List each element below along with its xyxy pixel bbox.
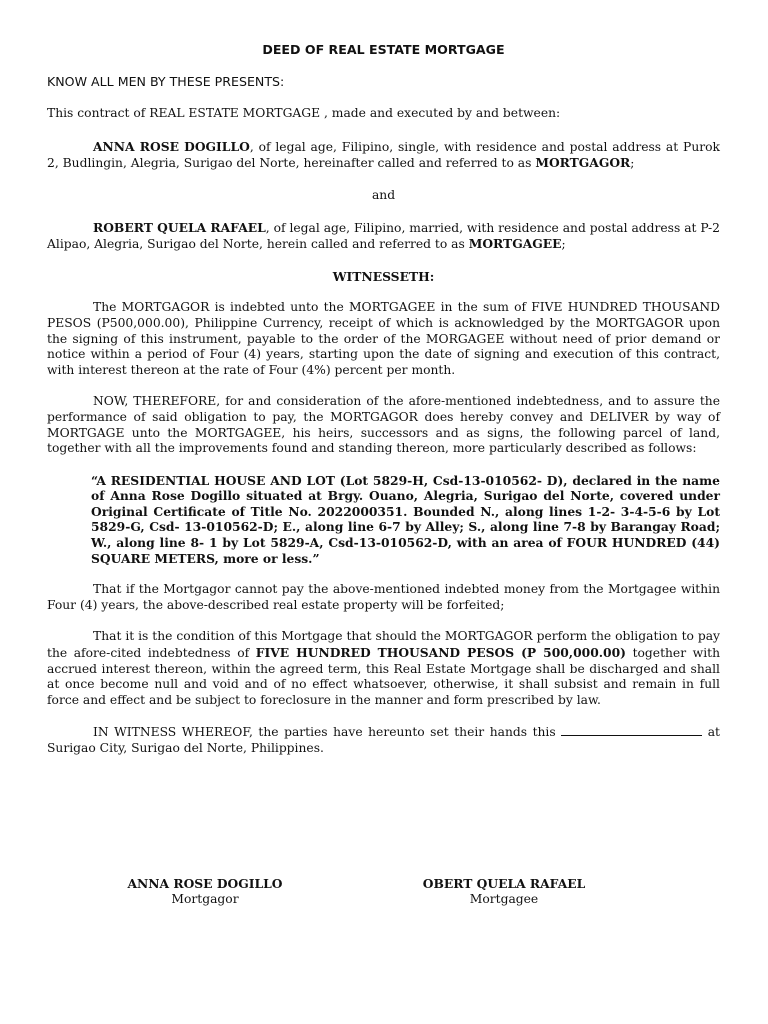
mortgagee-paragraph	[47, 220, 720, 253]
witness-clause-end: at Surigao City, Surigao del Norte, Philippines.	[47, 725, 720, 755]
mortgagee-name: ROBERT QUELA RAFAEL	[93, 219, 266, 235]
condition-paragraph	[47, 629, 720, 708]
date-blank-line	[561, 724, 702, 736]
condition-end: together with accrued interest thereon, within the agreed term, this Real Estate Mortgage shall be discharged and shall at once become null and void and of no effect whatsoever, otherwise, it shall subsist and remain in full force and effect and be subject to foreclosure in the manner and form prescribed by law.	[47, 646, 720, 707]
mortgagor-signature-role: Mortgagor	[171, 891, 239, 906]
mortgagee-signature-name: OBERT QUELA RAFAEL	[422, 876, 586, 891]
indebtedness-paragraph: The MORTGAGOR is indebted unto the MORTGAGEE in the sum of FIVE HUNDRED THOUSAND PESOS (P500,000.00), Philippine Currency, receipt of which is acknowledged by the MORTGAGOR upon the signing of this instrument, payable to the order of the MORGAGEE without need of prior demand or notice within a period of Four (4) years, starting upon the date of signing and execution of this contract, with interest thereon at the rate of Four (4%) percent per month.	[47, 300, 720, 377]
condition-amount: FIVE HUNDRED THOUSAND PESOS (P 500,000.00)	[255, 645, 626, 661]
conveyance-paragraph: NOW, THEREFORE, for and consideration of the afore-mentioned indebtedness, and to assure the performance of said obligation to pay, the MORTGAGOR does hereby convey and DELIVER by way of MORTGAGE unto the MORTGAGEE, his heirs, successors and as signs, the following parcel of land, together with all the improvements found and standing thereon, more particularly described as follows:	[47, 394, 720, 456]
mortgagee-signature-role: Mortgagee	[469, 891, 539, 906]
mortgagor-end: ;	[630, 156, 635, 171]
mortgagee-details: , of legal age, Filipino, married, with residence and postal address at P-2 Alipao, Alegria, Surigao del Norte, herein called and referred to as	[47, 220, 720, 252]
mortgagor-signature-block	[95, 876, 315, 907]
witness-clause	[47, 724, 720, 756]
mortgagor-signature-name: ANNA ROSE DOGILLO	[127, 876, 283, 891]
signature-row	[0, 876, 768, 912]
document-title: DEED OF REAL ESTATE MORTGAGE	[262, 42, 505, 57]
mortgagor-details: , of legal age, Filipino, single, with residence and postal address at Purok 2, Budlingin, Alegria, Surigao del Norte, hereinafter called and referred to as	[47, 139, 720, 171]
witnesseth-heading: WITNESSETH:	[332, 268, 435, 284]
property-description: “A RESIDENTIAL HOUSE AND LOT (Lot 5829-H, Csd-13-010562- D), declared in the name of Anna Rose Dogillo situated at Brgy. Ouano, Alegria, Surigao del Norte, covered under Original Certificate of Title No. 2022000351. Bounded N., along lines 1-2- 3-4-5-6 by Lot 5829-G, Csd- 13-010562-D; E., along line 6-7 by Alley; S., along line 7-8 by Barangay Road; W., along line 8- 1 by Lot 5829-A, Csd-13-010562-D, with an area of FOUR HUNDRED (44) SQUARE METERS, more or less.”	[91, 472, 720, 566]
mortgagor-name: ANNA ROSE DOGILLO	[93, 138, 250, 154]
mortgagee-end: ;	[561, 237, 566, 252]
mortgagor-paragraph	[47, 139, 720, 172]
condition-start: That it is the condition of this Mortgage that should the MORTGAGOR perform the obligation to pay the afore-cited indebtedness of	[47, 629, 720, 661]
mortgagee-signature-block	[394, 876, 614, 907]
forfeiture-paragraph: That if the Mortgagor cannot pay the above-mentioned indebted money from the Mortgagee within Four (4) years, the above-described real estate property will be forfeited;	[47, 582, 720, 612]
contract-intro: This contract of REAL ESTATE MORTGAGE , made and executed by and between:	[47, 106, 561, 121]
mortgagee-role: MORTGAGEE	[468, 236, 562, 252]
opening-line: KNOW ALL MEN BY THESE PRESENTS:	[47, 73, 285, 89]
witness-clause-start: IN WITNESS WHEREOF, the parties have hereunto set their hands this	[93, 725, 562, 740]
mortgagor-role: MORTGAGOR	[535, 155, 631, 171]
and-separator: and	[371, 187, 396, 202]
